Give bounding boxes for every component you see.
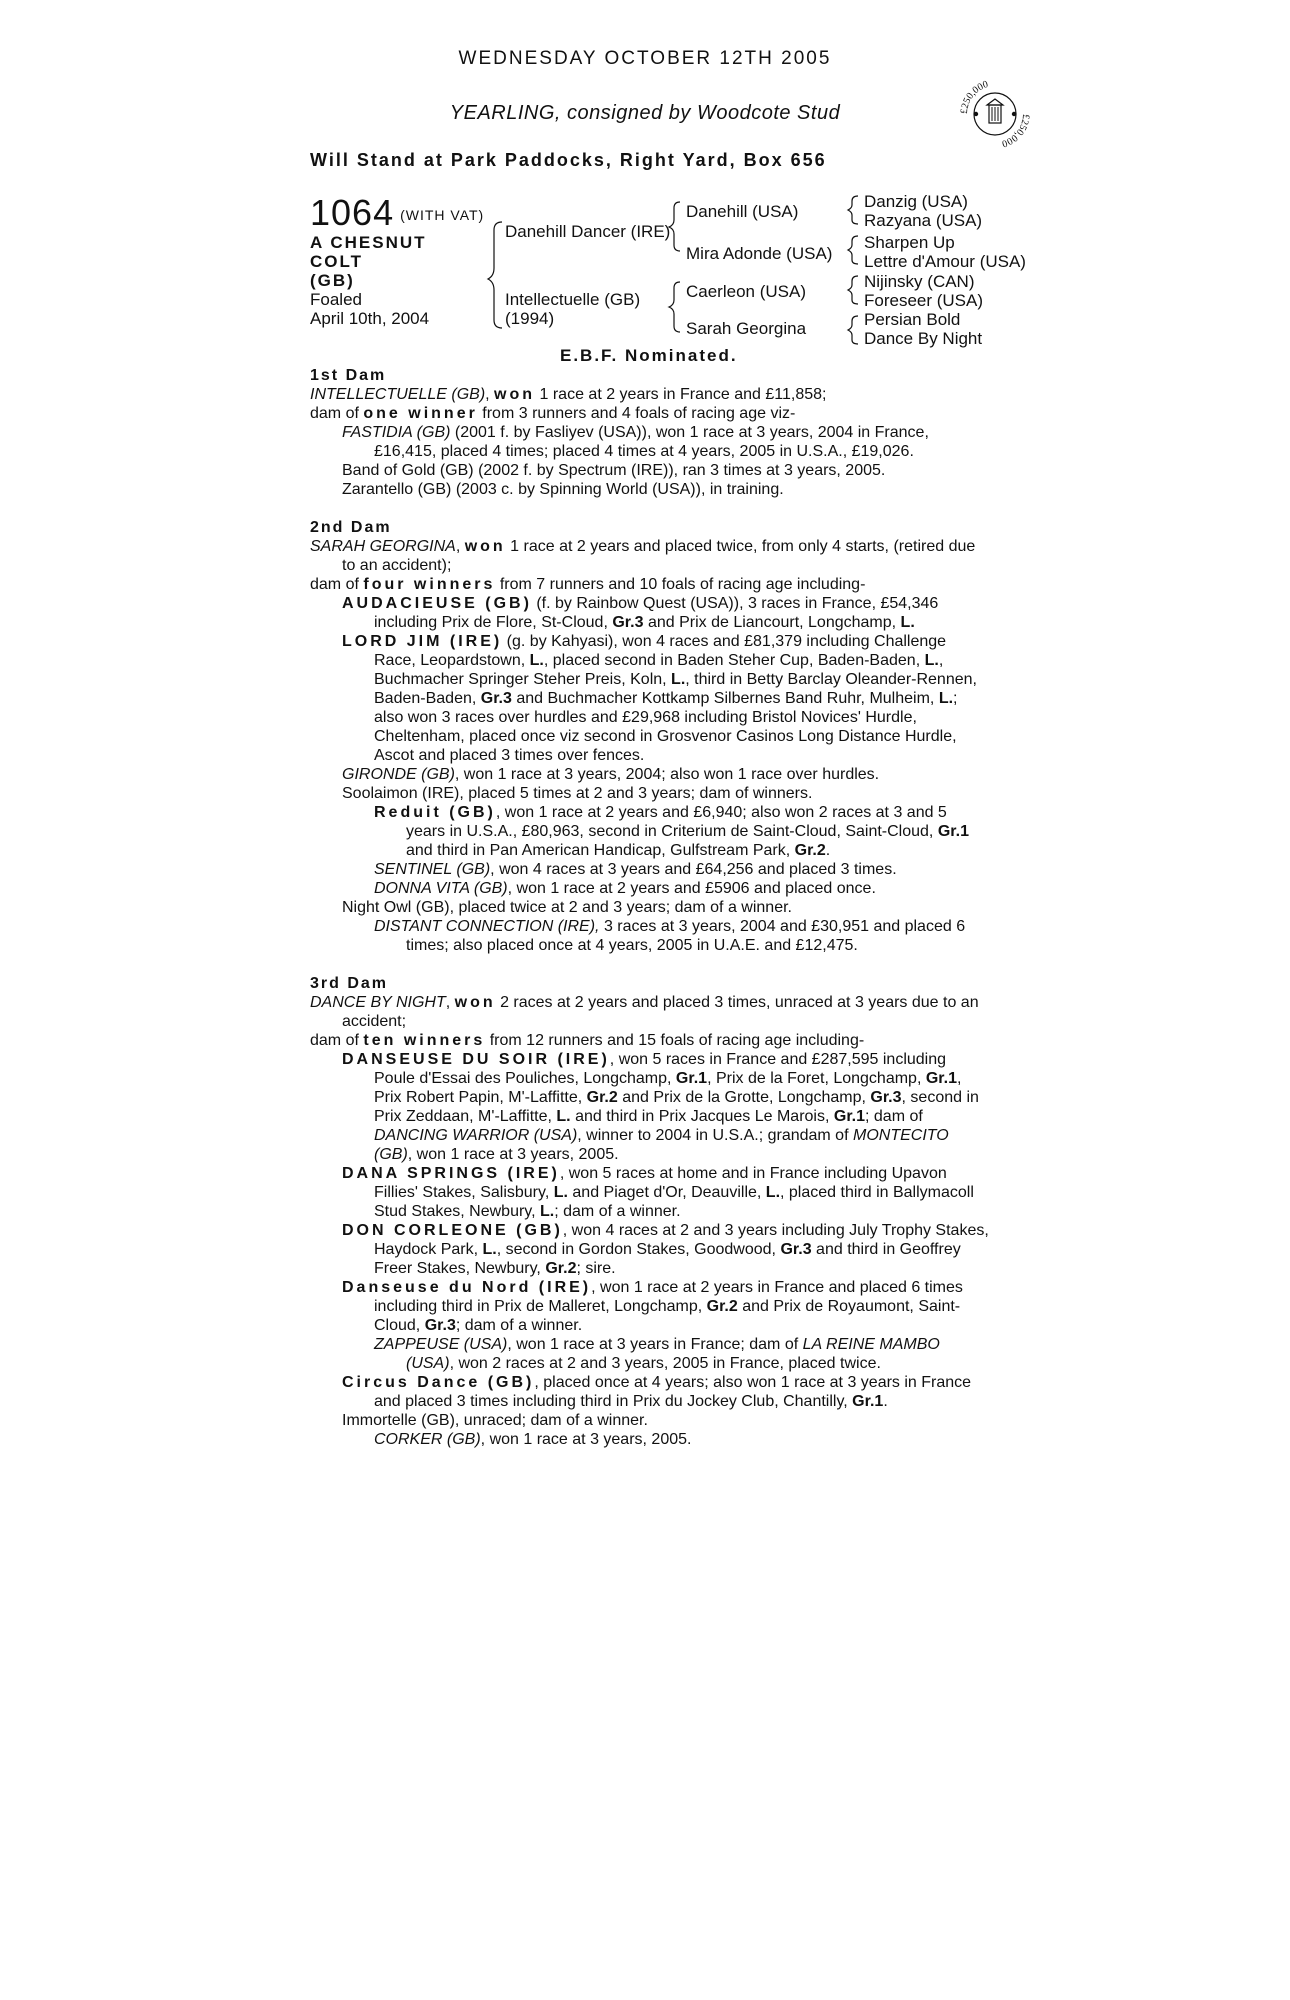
produce-text: and Prix de Royaumont, Saint-Cloud, <box>374 1298 961 1334</box>
grade: Gr.1 <box>852 1393 884 1410</box>
grade: L. <box>924 652 939 669</box>
first-dam-record-text: 1 race at 2 years in France and £11,858; <box>539 386 827 403</box>
produce-entry <box>310 1050 990 1164</box>
gen3-5: Nijinsky (CAN) <box>864 272 975 291</box>
produce-entry <box>310 1221 990 1278</box>
vat-note: (WITH VAT) <box>400 207 485 224</box>
sale-date: WEDNESDAY OCTOBER 12TH 2005 <box>458 48 832 69</box>
produce-name: MONTECITO (GB) <box>374 1127 949 1163</box>
gen3-6: Foreseer (USA) <box>864 291 984 310</box>
produce-text: , won 1 race at 2 years and £5906 and placed once. <box>507 880 876 897</box>
first-dam-name: INTELLECTUELLE (GB) <box>310 386 486 403</box>
produce-text: , placed third in Ballymacoll Stud Stakes, Newbury, <box>374 1184 974 1220</box>
grade: L. <box>765 1184 781 1201</box>
produce-entry: Soolaimon (IRE), placed 5 times at 2 and 3 years; dam of winners. <box>342 785 813 802</box>
dam-of-suffix: from 3 runners and 4 foals of racing age viz- <box>482 405 796 422</box>
produce-text: (2001 f. by Fasliyev (USA)), won 1 race at 3 years, 2004 in France, £16,415, placed 4 times; placed 4 times at 4 years, 2005 in U.S.A., £19,026. <box>374 424 929 460</box>
produce-name: ZAPPEUSE (USA) <box>374 1336 508 1353</box>
grade: Gr.3 <box>480 690 512 707</box>
produce-name: DANSEUSE DU SOIR (IRE) <box>342 1051 610 1068</box>
produce-text: , won 1 race at 3 years in France; dam of <box>507 1336 799 1353</box>
produce-entry <box>310 632 990 765</box>
second-dam-name: SARAH GEORGINA <box>310 538 456 555</box>
grade: Gr.2 <box>706 1298 738 1315</box>
gen3-7: Persian Bold <box>864 310 961 329</box>
grade: L. <box>938 690 954 707</box>
dam-of-suffix: from 7 runners and 10 foals of racing age including- <box>499 576 866 593</box>
gen3-1: Danzig (USA) <box>864 192 968 211</box>
brace-g12 <box>848 196 858 224</box>
produce-name: SENTINEL (GB) <box>374 861 491 878</box>
dam-of-prefix: dam of <box>310 405 359 422</box>
produce-entry <box>310 423 990 461</box>
produce-text: ; dam of <box>865 1108 923 1125</box>
first-dam-heading: 1st Dam <box>310 367 387 384</box>
produce-text: ; sire. <box>576 1260 616 1277</box>
dam-of-prefix: dam of <box>310 576 359 593</box>
produce-text: , won 4 races at 2 and 3 years including July Trophy Stakes, Haydock Park, <box>374 1222 989 1258</box>
lot-description <box>310 233 480 328</box>
produce-name: Circus Dance (GB) <box>342 1374 535 1391</box>
grade: Gr.1 <box>937 823 969 840</box>
produce-text: , winner to 2004 in U.S.A.; grandam of <box>577 1127 849 1144</box>
produce-entry: Zarantello (GB) (2003 c. by Spinning World (USA)), in training. <box>342 481 784 498</box>
brace-main <box>488 222 502 328</box>
lot-desc-line2: (GB) <box>310 271 355 290</box>
produce-text: and third in Geoffrey Freer Stakes, Newbury, <box>374 1241 961 1277</box>
brace-g56 <box>848 276 858 304</box>
ebf-note: E.B.F. Nominated. <box>560 346 738 365</box>
brace-g78 <box>848 316 858 344</box>
dam-of-suffix: from 12 runners and 15 foals of racing age including- <box>489 1032 865 1049</box>
produce-entry <box>310 1278 990 1335</box>
produce-text: (f. by Rainbow Quest (USA)), 3 races in France, £54,346 including Prix de Flore, St-Cloud, <box>374 595 939 631</box>
gen3-3: Sharpen Up <box>864 233 955 252</box>
produce-text: , won 4 races at 3 years and £64,256 and placed 3 times. <box>490 861 897 878</box>
dam-year: (1994) <box>505 309 555 328</box>
grade: Gr.2 <box>545 1260 577 1277</box>
produce-text: , Prix de la Foret, Longchamp, <box>707 1070 922 1087</box>
lot-desc-line1: A CHESNUT COLT <box>310 233 427 271</box>
sire-dam: Mira Adonde (USA) <box>686 244 833 263</box>
produce-entry <box>310 1430 990 1449</box>
grade: Gr.2 <box>794 842 826 859</box>
second-dam-record-text: 1 race at 2 years and placed twice, from only 4 starts, (retired due to an accident); <box>342 538 976 574</box>
produce-text: ; dam of a winner. <box>455 1317 583 1334</box>
third-dam-produce <box>310 1031 990 1050</box>
grade: Gr.3 <box>424 1317 456 1334</box>
gen3-8: Dance By Night <box>864 329 983 348</box>
second-dam-produce <box>310 575 990 594</box>
produce-name: Reduit (GB) <box>374 804 496 821</box>
produce-name: FASTIDIA (GB) <box>342 424 451 441</box>
third-dam-record-text: 2 races at 2 years and placed 3 times, unraced at 3 years due to an accident; <box>342 994 979 1030</box>
grade: L. <box>482 1241 497 1258</box>
grade: L. <box>671 671 686 688</box>
produce-entry: Band of Gold (GB) (2002 f. by Spectrum (IRE)), ran 3 times at 3 years, 2005. <box>342 462 886 479</box>
grade: L. <box>556 1108 571 1125</box>
produce-entry <box>310 594 990 632</box>
produce-name: Danseuse du Nord (IRE) <box>342 1279 592 1296</box>
winner-count: ten winners <box>363 1032 486 1049</box>
sire: Danehill Dancer (IRE) <box>505 222 671 241</box>
brace-dam <box>669 282 680 332</box>
grade: Gr.3 <box>870 1089 902 1106</box>
first-dam-produce <box>310 404 990 423</box>
produce-text: (g. by Kahyasi), won 4 races and £81,379 including Challenge Race, Leopardstown, <box>374 633 947 669</box>
produce-text: , second in Gordon Stakes, Goodwood, <box>496 1241 776 1258</box>
produce-entry <box>310 860 990 879</box>
produce-text: and Buchmacher Kottkamp Silbernes Band Ruhr, Mulheim, <box>516 690 935 707</box>
produce-name: GIRONDE (GB) <box>342 766 455 783</box>
produce-entry <box>310 917 990 955</box>
winner-count: one winner <box>363 405 478 422</box>
produce-text: and third in Prix Jacques Le Marois, <box>575 1108 830 1125</box>
produce-entry <box>310 803 990 860</box>
seal-text-2: £250,000 <box>1000 113 1032 149</box>
stand-location: Will Stand at Park Paddocks, Right Yard, Box 656 <box>310 150 827 170</box>
produce-text: , won 2 races at 2 and 3 years, 2005 in France, placed twice. <box>449 1355 881 1372</box>
produce-text: and Prix de la Grotte, Longchamp, <box>622 1089 866 1106</box>
produce-entry: Night Owl (GB), placed twice at 2 and 3 years; dam of a winner. <box>342 899 792 916</box>
produce-text: ; dam of a winner. <box>554 1203 681 1220</box>
produce-entry <box>310 1164 990 1221</box>
grade: L. <box>540 1203 555 1220</box>
produce-entry <box>310 1373 990 1411</box>
seal-text: £250,000 <box>958 79 990 115</box>
produce-text: , Buchmacher Springer Steher Preis, Koln, <box>374 652 944 688</box>
dam-dam: Sarah Georgina <box>686 319 807 338</box>
produce-text: , won 1 race at 3 years, 2005. <box>480 1431 692 1448</box>
produce-text: , second in Prix Zeddaan, M'-Laffitte, <box>374 1089 979 1125</box>
dam-of-prefix: dam of <box>310 1032 359 1049</box>
produce-text: and Prix de Liancourt, Longchamp, <box>647 614 897 631</box>
grade: Gr.3 <box>612 614 644 631</box>
produce-text: , won 1 race at 2 years in France and placed 6 times including third in Prix de Malleret, Longchamp, <box>374 1279 963 1315</box>
gen3-2: Razyana (USA) <box>864 211 983 230</box>
produce-text: , won 1 race at 3 years, 2005. <box>407 1146 619 1163</box>
produce-name: LA REINE MAMBO (USA) <box>406 1336 940 1372</box>
produce-name: DISTANT CONNECTION (IRE), <box>374 918 600 935</box>
won-word: won <box>454 994 496 1011</box>
produce-name: DANCING WARRIOR (USA) <box>374 1127 578 1144</box>
second-dam-heading: 2nd Dam <box>310 519 392 536</box>
produce-text: , Prix Robert Papin, M'-Laffitte, <box>374 1070 962 1106</box>
dam: Intellectuelle (GB) <box>505 290 641 309</box>
produce-text: and third in Pan American Handicap, Gulfstream Park, <box>406 842 791 859</box>
produce-entry <box>310 765 990 784</box>
produce-name: DANA SPRINGS (IRE) <box>342 1165 560 1182</box>
produce-text: , won 5 races in France and £287,595 including Poule d'Essai des Pouliches, Longchamp, <box>374 1051 947 1087</box>
won-word: won <box>494 386 536 403</box>
produce-text: , won 1 race at 3 years, 2004; also won 1 race over hurdles. <box>454 766 880 783</box>
second-dam-record: SARAH GEORGINA, won 1 race at 2 years and placed twice, from only 4 starts, (retired due to an accident); <box>310 538 976 574</box>
brace-g34 <box>848 236 858 264</box>
produce-name: CORKER (GB) <box>374 1431 481 1448</box>
produce-name: DONNA VITA (GB) <box>374 880 508 897</box>
punctuation: . <box>825 842 831 859</box>
brace-sire <box>669 202 680 251</box>
produce-text: , third in Betty Barclay Oleander-Rennen, Baden-Baden, <box>374 671 977 707</box>
third-dam-name: DANCE BY NIGHT <box>310 994 446 1011</box>
produce-name: AUDACIEUSE (GB) <box>342 595 532 612</box>
dam-sire: Caerleon (USA) <box>686 282 806 301</box>
third-dam-heading: 3rd Dam <box>310 975 389 992</box>
grade: Gr.1 <box>925 1070 957 1087</box>
produce-entry: Immortelle (GB), unraced; dam of a winner. <box>342 1412 648 1429</box>
produce-text: , placed once at 4 years; also won 1 race at 3 years in France and placed 3 times including third in Prix du Jockey Club, Chantilly, <box>374 1374 972 1410</box>
catalogue-body <box>310 366 990 1449</box>
grade: Gr.1 <box>833 1108 866 1125</box>
lot-number <box>310 192 484 234</box>
grade: L. <box>553 1184 568 1201</box>
produce-text: , won 5 races at home and in France including Upavon Fillies' Stakes, Salisbury, <box>374 1165 947 1201</box>
foaled-date: April 10th, 2004 <box>310 309 430 328</box>
third-dam-record: DANCE BY NIGHT, won 2 races at 2 years and placed 3 times, unraced at 3 years due to an accident; <box>310 994 979 1030</box>
winner-count: four winners <box>363 576 496 593</box>
first-dam-record: INTELLECTUELLE (GB), won 1 race at 2 years in France and £11,858; <box>310 386 827 403</box>
gen3-4: Lettre d'Amour (USA) <box>864 252 1026 271</box>
price-seal <box>955 74 1035 154</box>
produce-text: and Piaget d'Or, Deauville, <box>572 1184 762 1201</box>
won-word: won <box>464 538 506 555</box>
grade: Gr.3 <box>780 1241 812 1258</box>
grade: L. <box>529 652 544 669</box>
punctuation: . <box>883 1393 888 1410</box>
produce-entry <box>310 879 990 898</box>
sire-sire: Danehill (USA) <box>686 202 799 221</box>
grade: Gr.2 <box>586 1089 618 1106</box>
foaled-label: Foaled <box>310 290 362 309</box>
consignment-line: YEARLING, consigned by Woodcote Stud <box>449 102 841 124</box>
produce-text: ; also won 3 races over hurdles and £29,968 including Bristol Novices' Hurdle, Cheltenham, placed once viz second in Grosvenor Casinos Long Distance Hurdle, Ascot and placed 3 times over fences. <box>374 690 958 764</box>
produce-text: , placed second in Baden Steher Cup, Baden-Baden, <box>543 652 921 669</box>
produce-entry <box>310 1335 990 1373</box>
grade: L. <box>900 614 915 631</box>
produce-text: 3 races at 3 years, 2004 and £30,951 and placed 6 times; also placed once at 4 years, 2005 in U.A.E. and £12,475. <box>406 918 966 954</box>
lot-number-value: 1064 <box>310 192 395 233</box>
produce-name: LORD JIM (IRE) <box>342 633 503 650</box>
produce-text: , won 1 race at 2 years and £6,940; also won 2 races at 3 and 5 years in U.S.A., £80,963, second in Criterium de Saint-Cloud, Saint-Cloud, <box>406 804 947 840</box>
grade: Gr.1 <box>675 1070 708 1087</box>
produce-name: DON CORLEONE (GB) <box>342 1222 563 1239</box>
